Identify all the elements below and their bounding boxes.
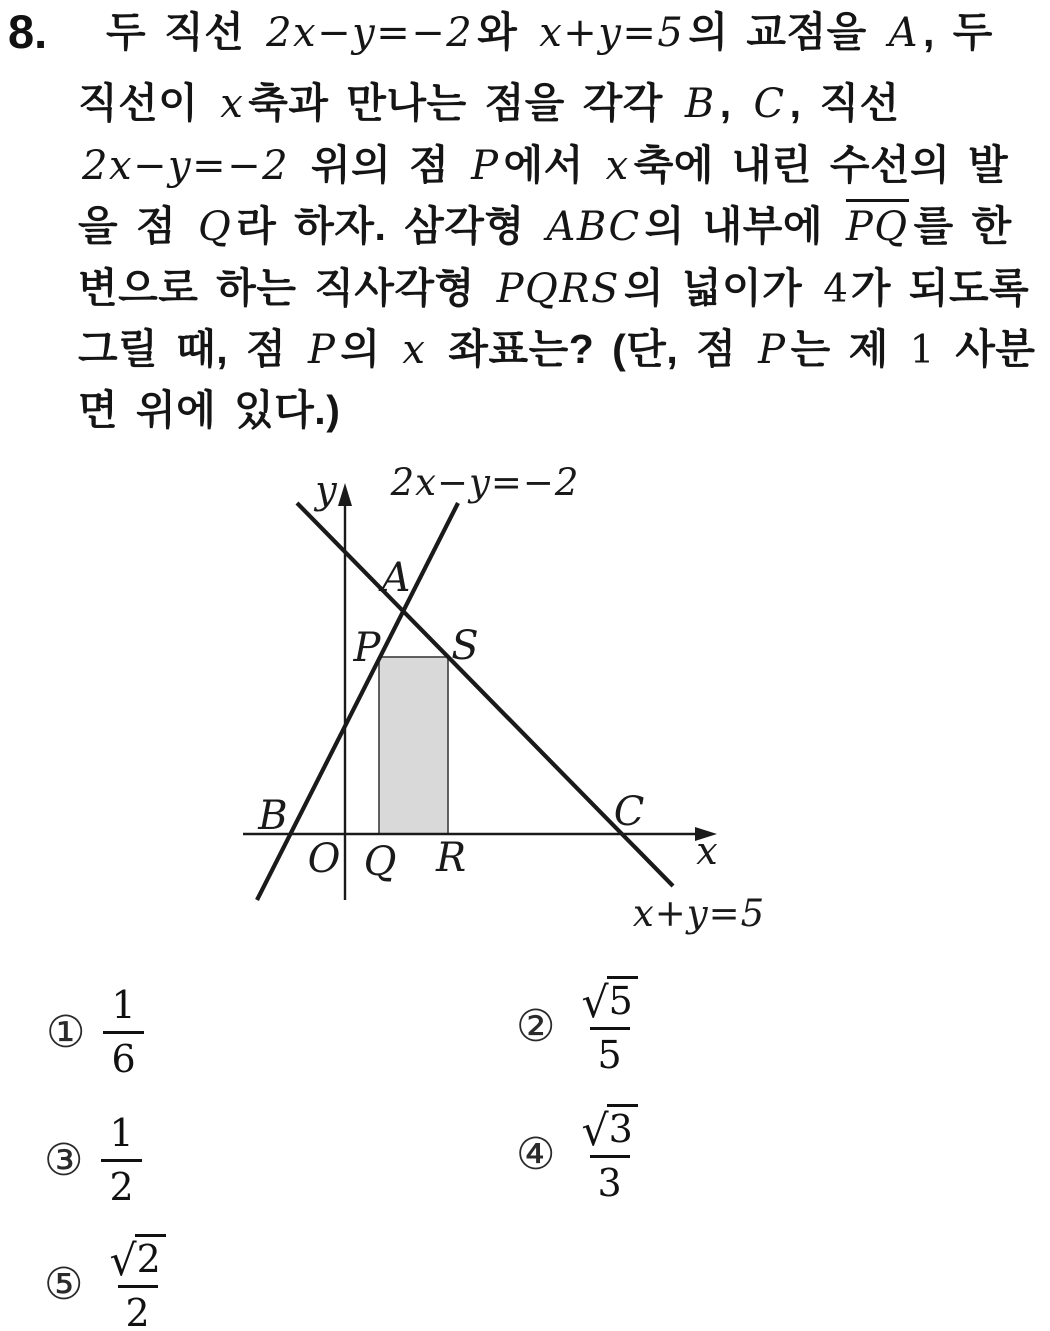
text-segment: 의 내부에 [644, 203, 841, 249]
number-segment: 1 [909, 328, 935, 373]
text-segment: 가 되도록 [850, 265, 1030, 311]
fraction-numerator [573, 976, 645, 1027]
problem-text-line-7 [78, 386, 340, 435]
text-segment: 의 교점을 [688, 9, 885, 55]
text-segment: , 두 [922, 9, 993, 55]
fraction-numerator: 1 [111, 983, 136, 1027]
text-segment: , 직선 [789, 80, 900, 126]
choice-3-marker: ③ [44, 1134, 84, 1186]
radical-icon: √ [581, 978, 609, 1029]
text-segment: 축과 만나는 점을 각각 [248, 80, 681, 126]
fraction-denominator: 5 [590, 1027, 630, 1078]
y-axis-arrow-icon [338, 483, 352, 506]
point-c-label: C [613, 789, 645, 835]
math-overline-segment: PQ [846, 199, 909, 250]
text-segment: 두 직선 [106, 9, 263, 55]
point-r-label: R [435, 835, 467, 881]
text-segment: 위의 점 [293, 142, 468, 188]
choice-1-fraction [103, 984, 143, 1081]
math-segment: ABC [546, 204, 641, 250]
math-segment: x+y=5 [539, 10, 685, 56]
fraction-denominator: 2 [101, 1159, 141, 1210]
text-segment: 좌표는? (단, 점 [430, 326, 755, 372]
fraction-numerator [101, 1234, 173, 1285]
point-b-label: B [258, 793, 288, 839]
text-segment: , [719, 80, 750, 126]
choice-2-marker: ② [516, 1000, 556, 1052]
text-segment: 변으로 하는 직사각형 [78, 265, 493, 311]
problem-text-line-2 [78, 79, 900, 128]
math-segment: B [684, 81, 716, 127]
point-s-label: S [451, 623, 479, 669]
number-segment: 4 [823, 267, 848, 312]
text-segment: 을 점 [78, 203, 194, 249]
choice-5-fraction [101, 1234, 173, 1331]
fraction-denominator: 6 [103, 1031, 143, 1082]
math-segment: Q [198, 204, 233, 250]
radicand: 2 [135, 1234, 166, 1282]
text-segment: 사분 [937, 326, 1036, 372]
radicand: 5 [607, 976, 638, 1024]
y-axis-label: y [315, 468, 337, 512]
line1-equation-label: 2x−y=−2 [390, 461, 580, 504]
text-segment: 축에 내린 수선의 발 [633, 142, 1009, 188]
point-q-label: Q [363, 839, 397, 885]
math-segment: 2x−y=−2 [266, 10, 474, 56]
choice-4-fraction [573, 1104, 645, 1205]
math-segment: x [402, 327, 427, 373]
math-segment: x [605, 143, 630, 189]
radicand: 3 [607, 1104, 638, 1152]
radical-icon: √ [581, 1106, 609, 1157]
point-p-label: P [353, 625, 381, 671]
choice-2 [516, 976, 646, 1077]
line2-equation-label: x+y=5 [632, 892, 766, 935]
math-segment: A [888, 10, 919, 56]
text-segment: 와 [477, 9, 536, 55]
math-segment: P [471, 143, 500, 189]
text-segment: 를 한 [913, 203, 1012, 249]
geometry-figure [228, 450, 780, 950]
choice-1-marker: ① [46, 1006, 86, 1058]
choice-5 [44, 1234, 174, 1331]
text-segment: 그릴 때, 점 [78, 326, 304, 372]
text-segment: 는 제 [790, 326, 907, 372]
radical-icon: √ [109, 1236, 137, 1287]
fraction-denominator: 3 [590, 1155, 630, 1206]
math-segment: C [753, 81, 786, 127]
choice-4-marker: ④ [516, 1128, 556, 1180]
math-segment: x [220, 81, 245, 127]
fraction-numerator: 1 [109, 1111, 134, 1155]
problem-text-line-6 [78, 325, 1036, 375]
text-segment: 직선이 [78, 80, 217, 126]
problem-text-line-1 [78, 8, 993, 57]
point-a-label: A [381, 555, 411, 601]
math-segment: PQRS [496, 266, 620, 312]
choice-1 [46, 984, 144, 1081]
problem-text-line-5 [78, 264, 1029, 314]
choice-3 [44, 1112, 142, 1209]
choice-3-fraction [101, 1112, 141, 1209]
math-segment: P [308, 327, 337, 373]
text-segment: 면 위에 있다.) [78, 387, 341, 433]
problem-text-line-3 [78, 141, 1008, 190]
choice-4 [516, 1104, 646, 1205]
text-segment: 의 넓이가 [623, 265, 821, 311]
problem-number: 8. [8, 5, 48, 58]
fraction-denominator: 2 [118, 1285, 158, 1331]
x-axis-label: x [696, 829, 718, 873]
text-segment: 의 [340, 326, 399, 372]
origin-label: O [307, 836, 341, 882]
choice-5-marker: ⑤ [44, 1258, 84, 1310]
choice-2-fraction [573, 976, 645, 1077]
rectangle-pqrs [379, 657, 448, 834]
text-segment: 라 하자. 삼각형 [236, 203, 543, 249]
math-segment: P [758, 327, 787, 373]
fraction-numerator [573, 1104, 645, 1155]
math-segment: 2x−y=−2 [82, 143, 290, 189]
problem-text-line-4 [78, 202, 1012, 251]
text-segment: 에서 [503, 142, 602, 188]
